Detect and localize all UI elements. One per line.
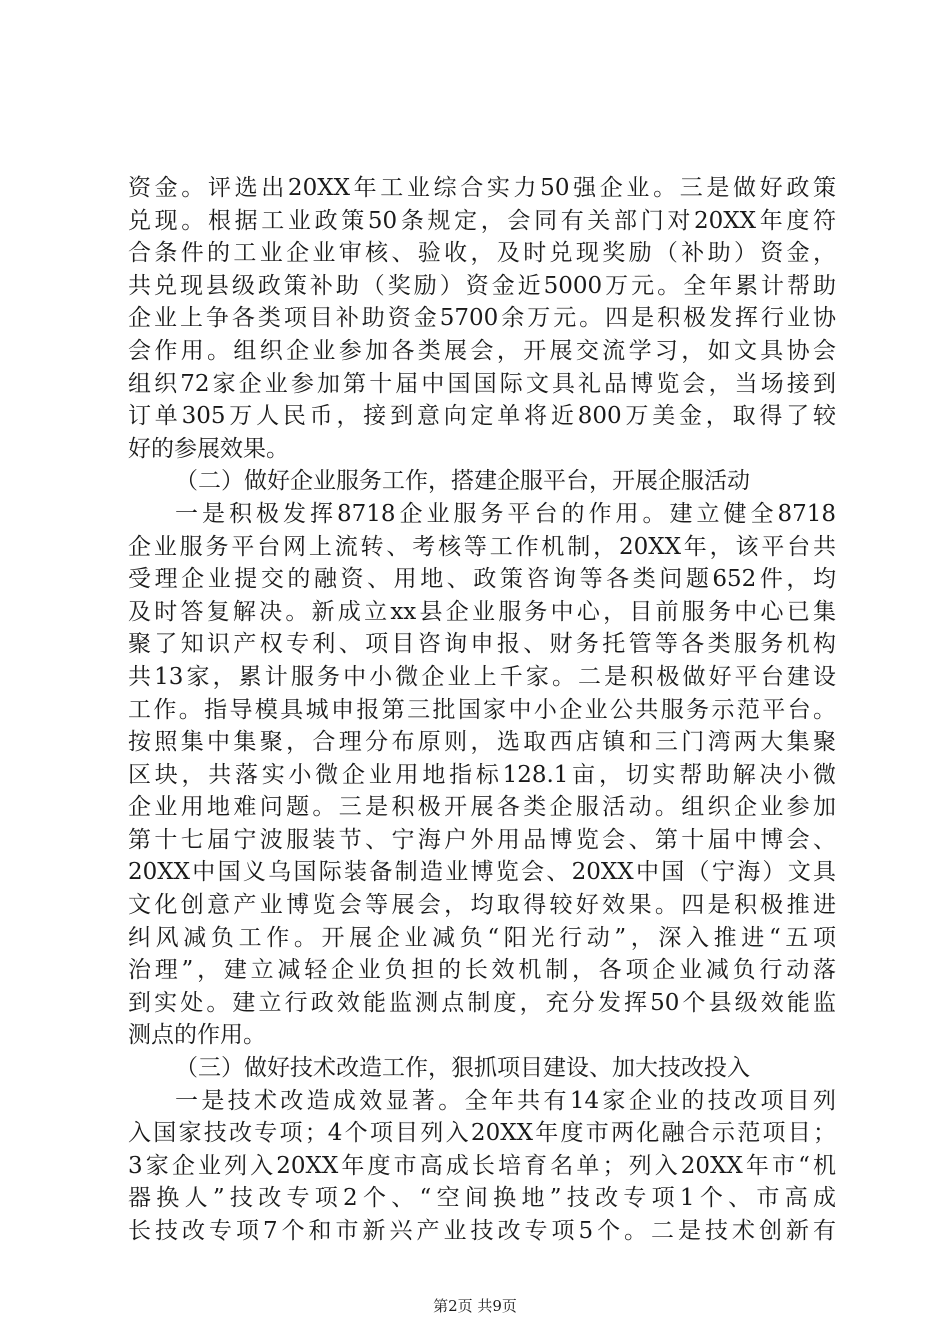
text-line: 入国家技改专项；4个项目列入20XX年度市两化融合示范项目； — [128, 1120, 836, 1147]
text-line: 资金。评选出20XX年工业综合实力50强企业。三是做好政策 — [128, 175, 836, 201]
text-line: 器换人”技改专项2个、“空间换地”技改专项1个、市高成 — [128, 1185, 836, 1212]
text-line: 20XX中国义乌国际装备制造业博览会、20XX中国（宁海）文具 — [128, 859, 836, 886]
text-line: 一是积极发挥8718企业服务平台的作用。建立健全8718 — [175, 500, 836, 527]
text-line: 纠风减负工作。开展企业减负“阳光行动”，深入推进“五项 — [128, 924, 836, 951]
text-line: 文化创意产业博览会等展会，均取得较好效果。四是积极推进 — [128, 892, 836, 919]
text-line: 长技改专项7个和市新兴产业技改专项5个。二是技术创新有 — [128, 1218, 836, 1244]
text-line: 按照集中集聚，合理分布原则，选取西店镇和三门湾两大集聚 — [128, 729, 836, 756]
text-line: 共兑现县级政策补助（奖励）资金近5000万元。全年累计帮助 — [128, 272, 836, 299]
text-line: 企业服务平台网上流转、考核等工作机制，20XX年，该平台共 — [128, 533, 836, 560]
text-line: 兑现。根据工业政策50条规定，会同有关部门对20XX年度符 — [128, 207, 836, 234]
text-line: 治理”，建立减轻企业负担的长效机制，各项企业减负行动落 — [128, 957, 836, 984]
document-body — [128, 172, 836, 1248]
text-line: 区块，共落实小微企业用地指标128.1亩，切实帮助解决小微 — [128, 761, 836, 788]
section-heading: （二）做好企业服务工作，搭建企服平台，开展企服活动 — [175, 468, 750, 495]
text-line: 到实处。建立行政效能监测点制度，充分发挥50个县级效能监 — [128, 989, 836, 1016]
text-line: 一是技术改造成效显著。全年共有14家企业的技改项目列 — [175, 1087, 836, 1114]
text-line: 聚了知识产权专利、项目咨询申报、财务托管等各类服务机构 — [128, 631, 836, 658]
text-line: 测点的作用。 — [128, 1022, 266, 1049]
text-line: 及时答复解决。新成立xx县企业服务中心，目前服务中心已集 — [128, 598, 836, 625]
text-line: 组织72家企业参加第十届中国国际文具礼品博览会，当场接到 — [128, 370, 836, 397]
text-line: 会作用。组织企业参加各类展会，开展交流学习，如文具协会 — [128, 337, 836, 364]
text-line: 企业用地难问题。三是积极开展各类企服活动。组织企业参加 — [128, 794, 836, 821]
text-line: 工作。指导模具城申报第三批国家中小企业公共服务示范平台。 — [128, 696, 836, 723]
text-line: 3家企业列入20XX年度市高成长培育名单；列入20XX年市“机 — [128, 1152, 836, 1179]
text-line: 受理企业提交的融资、用地、政策咨询等各类问题652件，均 — [128, 566, 836, 593]
text-line: 合条件的工业企业审核、验收，及时兑现奖励（补助）资金， — [128, 240, 836, 267]
text-line: 第十七届宁波服装节、宁海户外用品博览会、第十届中博会、 — [128, 826, 836, 853]
text-line: 共13家，累计服务中小微企业上千家。二是积极做好平台建设 — [128, 663, 836, 690]
text-line: 好的参展效果。 — [128, 435, 289, 462]
page-footer: 第2页 共9页 — [433, 1297, 517, 1315]
text-line: 企业上争各类项目补助资金5700余万元。四是积极发挥行业协 — [128, 305, 836, 332]
text-line: 订单305万人民币，接到意向定单将近800万美金，取得了较 — [128, 403, 836, 430]
section-heading: （三）做好技术改造工作，狠抓项目建设、加大技改投入 — [175, 1055, 750, 1082]
